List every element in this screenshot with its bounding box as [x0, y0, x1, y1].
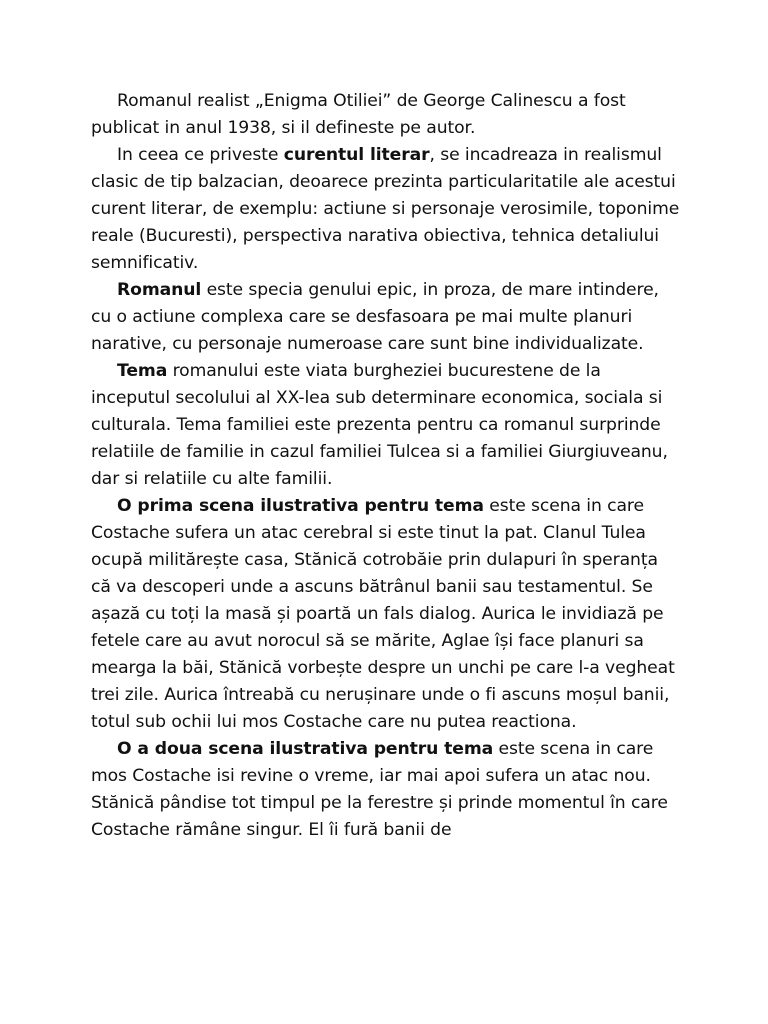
term-prima-scena: O prima scena ilustrativa pentru tema	[117, 496, 484, 516]
term-tema: Tema	[117, 361, 168, 381]
paragraph-curent-literar-text-1: In ceea ce priveste	[117, 145, 284, 165]
paragraph-curent-literar	[91, 142, 681, 277]
paragraph-intro	[91, 88, 681, 142]
paragraph-a-doua-scena	[91, 736, 681, 844]
paragraph-intro-text: Romanul realist „Enigma Otiliei” de George Calinescu a fost publicat in anul 1938, si il defineste pe autor.	[91, 91, 626, 138]
term-a-doua-scena: O a doua scena ilustrativa pentru tema	[117, 739, 494, 759]
paragraph-romanul-text: este specia genului epic, in proza, de mare intindere, cu o actiune complexa care se desfasoara pe mai multe planuri narative, cu personaje numeroase care sunt bine individualizate.	[91, 280, 659, 354]
paragraph-tema	[91, 358, 681, 493]
paragraph-a-doua-scena-text: este scena in care mos Costache isi revine o vreme, iar mai apoi sufera un atac nou. Stănică pândise tot timpul pe la ferestre și prinde momentul în care Costache rămâne singur. El îi fură banii de	[91, 739, 668, 840]
term-curentul-literar: curentul literar	[283, 145, 430, 165]
paragraph-prima-scena-text: este scena in care Costache sufera un atac cerebral si este tinut la pat. Clanul Tulea ocupă militărește casa, Stănică cotrobăie prin dulapuri în speranța că va descoperi unde a ascuns bătrânul banii sau testamentul. Se așază cu toți la masă și poartă un fals dialog. Aurica le invidiază pe fetele care au avut norocul să se mărite, Aglae își face planuri sa mearga la băi, Stănică vorbește despre un unchi pe care l-a vegheat trei zile. Aurica întreabă cu nerușinare unde o fi ascuns moșul banii, totul sub ochii lui mos Costache care nu putea reactiona.	[91, 496, 675, 732]
paragraph-tema-text: romanului este viata burgheziei bucurestene de la inceputul secolului al XX-lea sub determinare economica, sociala si culturala. Tema familiei este prezenta pentru ca romanul surprinde relatiile de familie in cazul familiei Tulcea si a familiei Giurgiuveanu, dar si relatiile cu alte familii.	[91, 361, 668, 489]
paragraph-curent-literar-text-2: , se incadreaza in realismul clasic de tip balzacian, deoarece prezinta particularitatile ale acestui curent literar, de exemplu: actiune si personaje verosimile, toponime reale (Bucuresti), perspectiva narativa obiectiva, tehnica detaliului semnificativ.	[91, 145, 680, 273]
document-page	[91, 88, 681, 844]
paragraph-romanul	[91, 277, 681, 358]
paragraph-prima-scena	[91, 493, 681, 736]
term-romanul: Romanul	[117, 280, 202, 300]
